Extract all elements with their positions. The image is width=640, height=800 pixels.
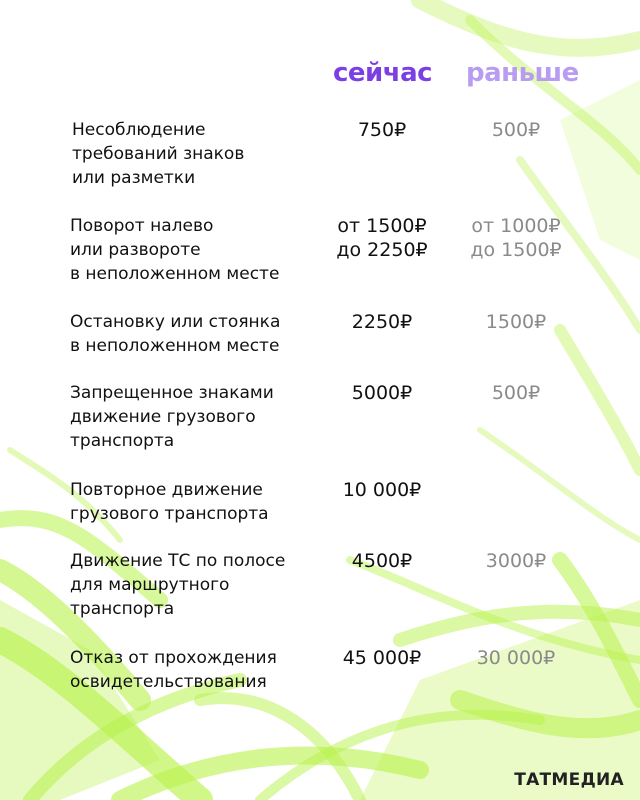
fine-before: 500₽ xyxy=(491,119,541,141)
fine-before: 3000₽ xyxy=(485,550,547,572)
violation-label: Поворот налево или развороте в неположенном месте xyxy=(70,216,280,284)
column-header-now: сейчас xyxy=(333,58,433,88)
fine-before: 1500₽ xyxy=(485,311,547,333)
column-header-before: раньше xyxy=(466,58,579,88)
violation-label: Отказ от прохождения освидетельствования xyxy=(70,648,277,692)
fine-now: 10 000₽ xyxy=(342,479,422,501)
violation-label: Движение ТС по полосе для маршрутного транспорта xyxy=(70,551,286,619)
fine-now: 5000₽ xyxy=(351,382,413,404)
violation-label: Несоблюдение требований знаков или разметки xyxy=(72,120,245,188)
fine-before: 30 000₽ xyxy=(476,647,556,669)
fine-now: 4500₽ xyxy=(351,550,413,572)
fine-now: 2250₽ xyxy=(351,311,413,333)
brand-logo: ТАТМЕДИА xyxy=(514,770,624,790)
violation-label: Остановку или стоянка в неположенном месте xyxy=(70,312,281,356)
fine-now: от 1500₽ до 2250₽ xyxy=(336,215,428,261)
violation-label: Запрещенное знаками движение грузового транспорта xyxy=(70,383,274,451)
fine-now: 750₽ xyxy=(357,119,407,141)
violation-label: Повторное движение грузового транспорта xyxy=(70,480,269,524)
fine-before: 500₽ xyxy=(491,382,541,404)
fine-before: от 1000₽ до 1500₽ xyxy=(470,215,562,261)
fine-now: 45 000₽ xyxy=(342,647,422,669)
